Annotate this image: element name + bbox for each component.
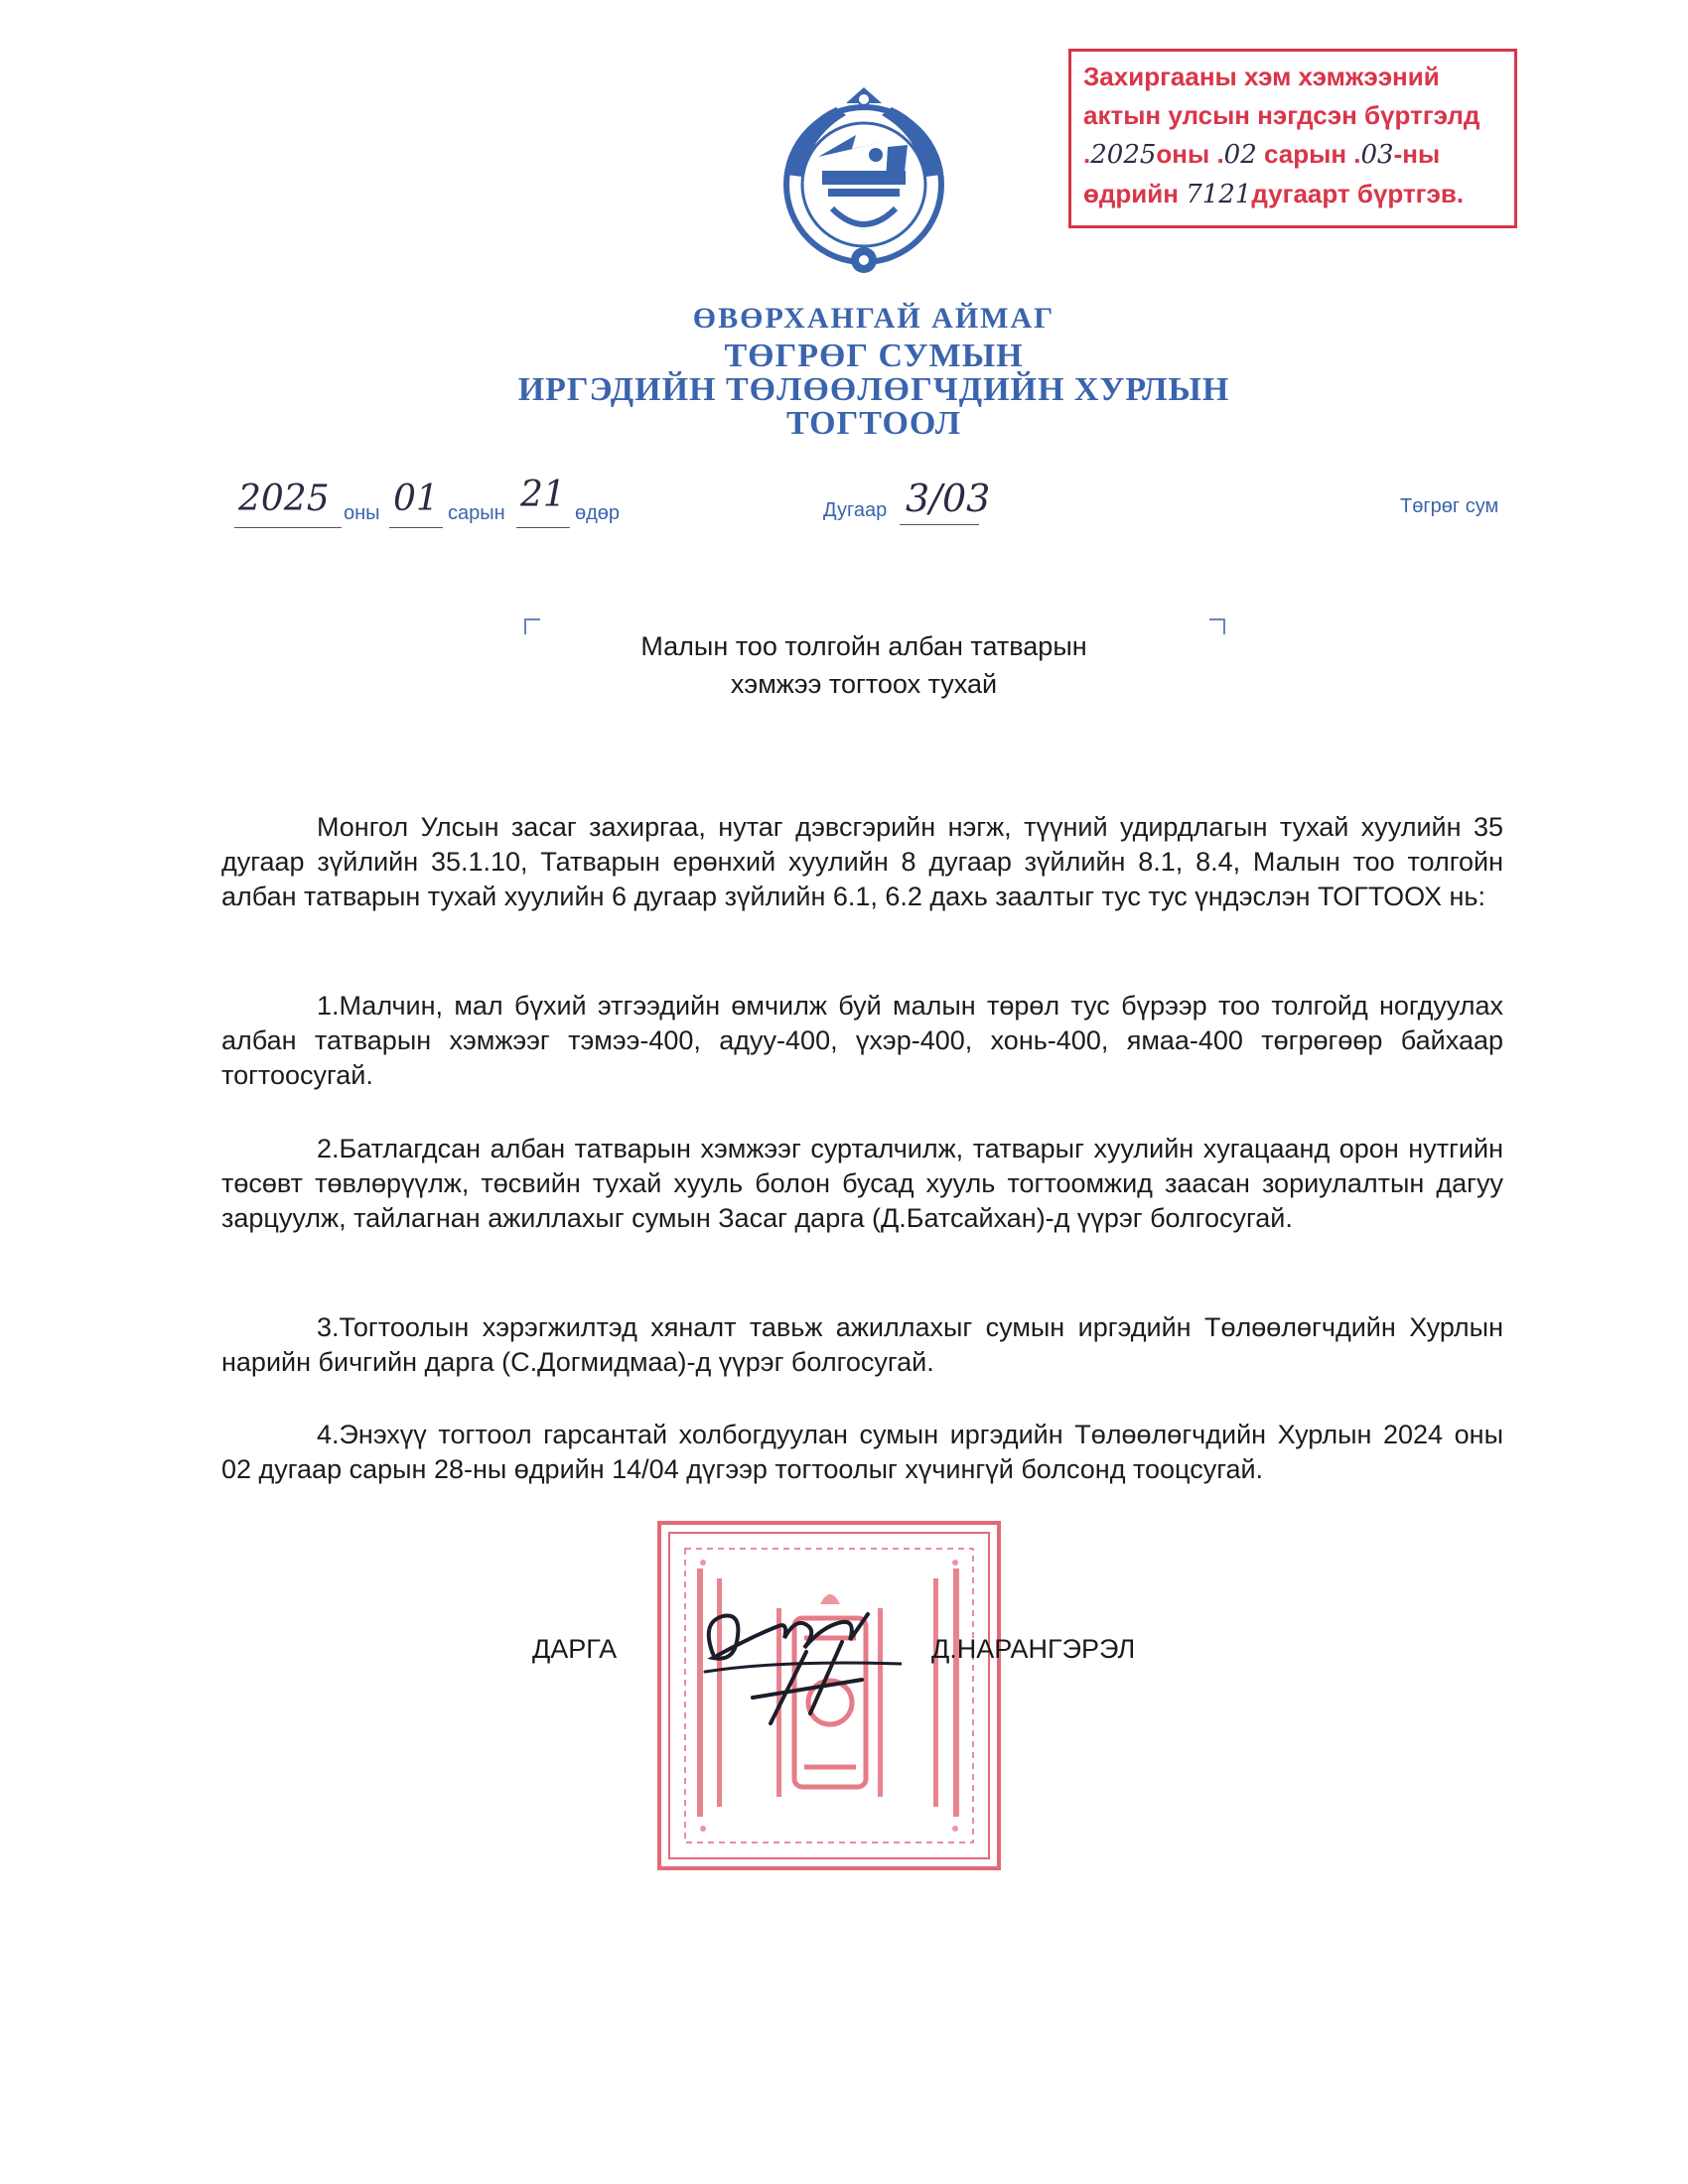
state-emblem-icon: [776, 85, 951, 279]
header-aimag: ӨВӨРХАНГАЙ АЙМАГ: [692, 302, 1055, 335]
document-number: 3/03: [906, 477, 991, 520]
header-hural: ИРГЭДИЙН ТӨЛӨӨЛӨГЧДИЙН ХУРЛЫН: [517, 371, 1230, 408]
subject-line-1: Малын тоо толгойн албан татварын: [640, 631, 1087, 661]
item-2-paragraph: 2.Батлагдсан албан татварын хэмжээг сурталчилж, татварыг хуулийн хугацаанд орон нутгийн төсөвт төвлөрүүлж, төсвийн тухай хууль болон бусад хууль тогтоомжид заасан зориулалтын дагуу зарцуулж, тайлагнан ажиллахыг сумын Засаг дарга (Д.Батсайхан)-д үүрэг болгосугай.: [221, 1134, 1503, 1233]
registration-line-3: .2025оны .02 сарын .03-ны: [1083, 139, 1441, 170]
date-month: 01: [393, 478, 439, 519]
subject-corner-right: [1209, 618, 1225, 634]
date-day: 21: [520, 475, 566, 515]
registration-month: 02: [1223, 140, 1257, 170]
item-4-paragraph: 4.Энэхүү тогтоол гарсантай холбогдуулан сумын иргэдийн Төлөөлөгчдийн Хурлын 2024 оны 02 дугаар сарын 28-ны өдрийн 14/04 дүгээр тогтоолыг хүчингүй болсонд тооцсугай.: [221, 1420, 1503, 1484]
subject-title: [516, 627, 1211, 703]
date-month-label: сарын: [448, 502, 505, 524]
handwritten-signature-icon: [693, 1602, 902, 1725]
item-1-paragraph: 1.Малчин, мал бүхий этгээдийн өмчилж буй малын төрөл тус бүрээр тоо толгойд ногдуулах албан татварын хэмжээг тэмээ-400, адуу-400, үхэр-400, хонь-400, ямаа-400 төгрөгөөр байхаар тогтоосугай.: [221, 991, 1503, 1090]
registration-year: 2025: [1090, 140, 1157, 170]
subject-line-2: хэмжээ тогтоох тухай: [730, 669, 998, 699]
signatory-name: Д.НАРАНГЭРЭЛ: [931, 1634, 1136, 1664]
registration-stamp: [1068, 49, 1517, 228]
header-sum: ТӨГРӨГ СУМЫН: [724, 338, 1024, 374]
document-type: ТОГТООЛ: [785, 405, 962, 442]
registration-day: 03: [1360, 140, 1394, 170]
registration-number: 7121: [1186, 180, 1252, 209]
date-day-label: өдөр: [575, 502, 621, 524]
item-3-paragraph: 3.Тогтоолын хэрэгжилтэд хяналт тавьж ажиллахыг сумын иргэдийн Төлөөлөгчдийн Хурлын нарийн бичгийн дарга (С.Догмидмаа)-д үүрэг болгосугай.: [221, 1312, 1503, 1377]
date-year-label: оны: [344, 502, 380, 524]
date-year: 2025: [238, 478, 330, 519]
preamble-paragraph: Монгол Улсын засаг захиргаа, нутаг дэвсгэрийн нэгж, түүний удирдлагын тухай хуулийн 35 дугаар зүйлийн 35.1.10, Татварын ерөнхий хуулийн 8 дугаар зүйлийн 8.1, 8.4, Малын тоо толгойн албан татварын тухай хуулийн 6 дугаар зүйлийн 6.1, 6.2 дахь заалтыг тус тус үндэслэн ТОГТООХ нь:: [221, 812, 1503, 911]
registration-line-4: өдрийн 7121дугаарт бүртгэв.: [1083, 179, 1465, 209]
number-label: Дугаар: [823, 499, 888, 521]
signatory-title: ДАРГА: [532, 1634, 618, 1664]
registration-line-1: Захиргааны хэм хэмжээний: [1083, 62, 1440, 91]
registration-line-2: актын улсын нэгдсэн бүртгэлд: [1083, 100, 1480, 130]
place: Төгрөг сум: [1400, 495, 1499, 517]
